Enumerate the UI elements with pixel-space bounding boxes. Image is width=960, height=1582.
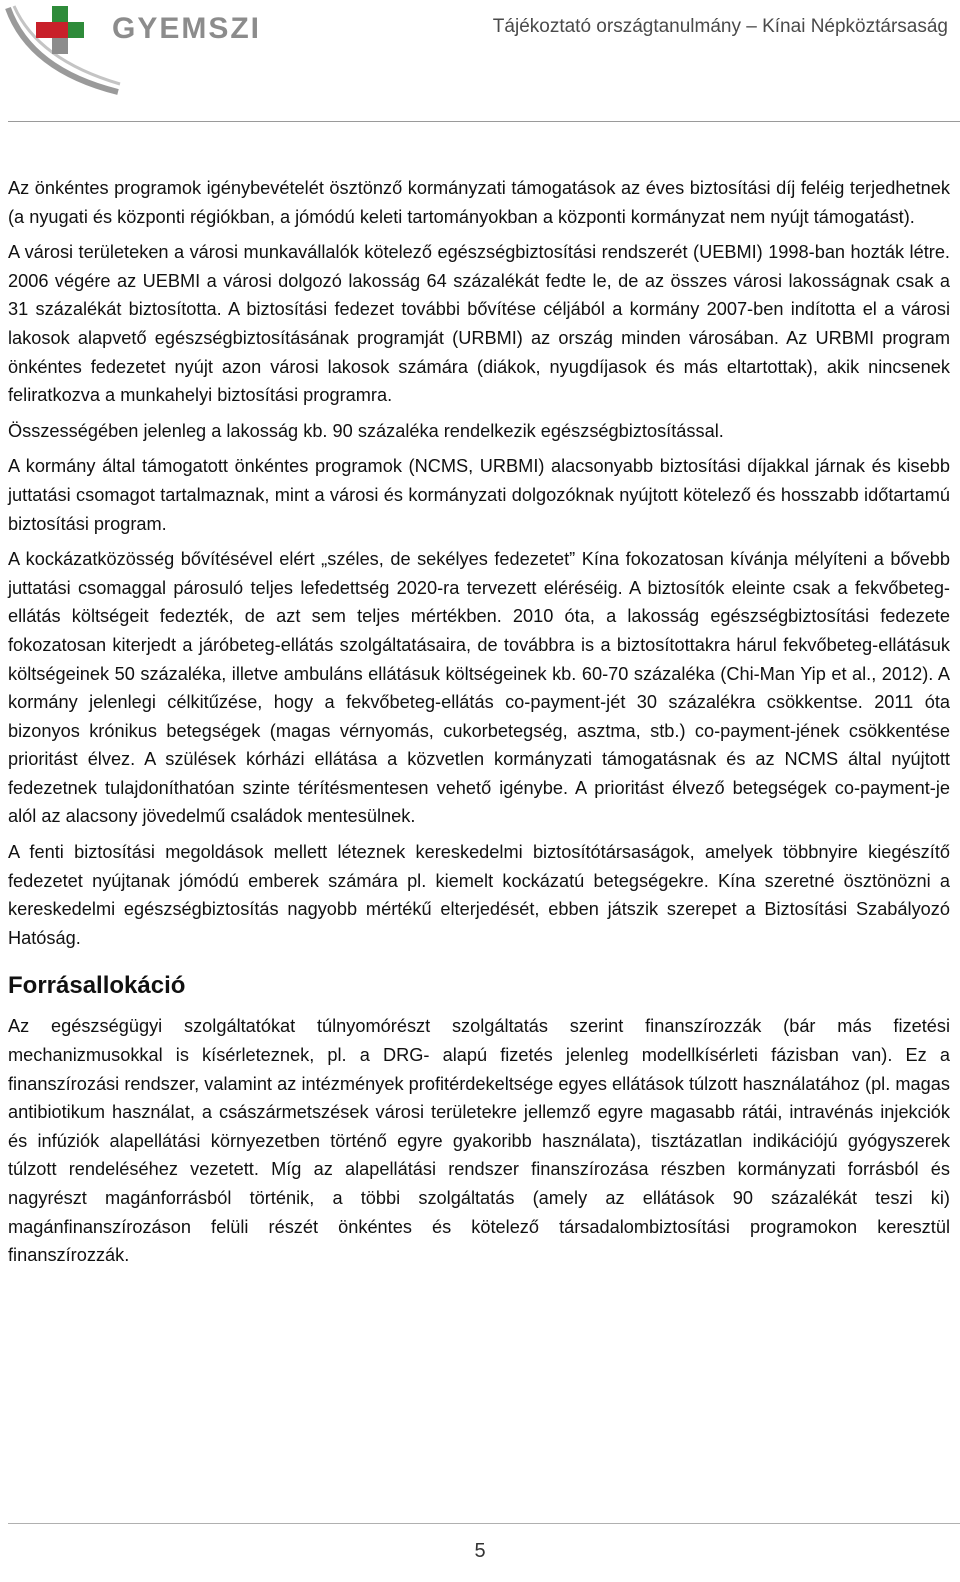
- page-number: 5: [474, 1540, 486, 1562]
- paragraph-voluntary-programs: A kormány által támogatott önkéntes programok (NCMS, URBMI) alacsonyabb biztosítási díjakkal járnak és kisebb juttatási csomagot tartalmaznak, mint a városi és kormányzati dolgozóknak nyújtott kötelező és hosszabb időtartamú biztosítási program.: [8, 456, 950, 534]
- section-heading: Forrásallokáció: [8, 972, 186, 1000]
- paragraph-coverage-summary: Összességében jelenleg a lakosság kb. 90 százaléka rendelkezik egészségbiztosítással.: [8, 420, 724, 441]
- paragraph-commercial-insurance: A fenti biztosítási megoldások mellett léteznek kereskedelmi biztosítótársaságok, amelyek többnyire kiegészítő fedezetet nyújtanak jómódú emberek számára pl. kiemelt kockázatú betegségekre. Kína szeretné ösztönözni a kereskedelmi egészségbiztosítás nagyobb mértékű elterjedését, ebben játszik szerepet a Biztosítási Szabályozó Hatóság.: [8, 842, 950, 948]
- paragraph-voluntary-subsidies: Az önkéntes programok igénybevételét ösztönző kormányzati támogatások az éves biztosítási díj feléig terjedhetnek (a nyugati és központi régiókban, a jómódú keleti tartományokban a központi kormányzat nem nyújt támogatást).: [8, 178, 950, 227]
- logo-cross-red-left: [36, 22, 52, 38]
- logo-graphic: [0, 0, 300, 100]
- logo-cross-red-center: [52, 22, 68, 38]
- header-divider: [8, 121, 960, 122]
- document-title: Tájékoztató országtanulmány – Kínai Népköztársaság: [492, 16, 948, 37]
- logo-text: GYEMSZI: [112, 12, 262, 45]
- paragraph-resource-allocation: Az egészségügyi szolgáltatókat túlnyomórészt szolgáltatás szerint finanszírozzák (bár más fizetési mechanizmusokkal is kísérleteznek, pl. a DRG- alapú fizetés jelenleg modellkísérleti fázisban van). Ez a finanszírozási rendszer, valamint az intézmények profitérdekeltsége egyes ellátások túlzott használatához (pl. magas antibiotikum használat, a császármetszések városi területekre jellemző egyre magasabb rátái, intravénás injekciók és infúziók alapellátási környezetben történő egyre gyakoribb használata), tisztázatlan indikációjú gyógyszerek túlzott rendeléséhez vezetett. Míg az alapellátási rendszer finanszírozása részben kormányzati forrásból és nagyrészt magánforrásból történik, a többi szolgáltatás (amely az ellátások 90 százalékát teszi ki) magánfinanszírozáson felüli részét önkéntes és kötelező társadalombiztosítási programokon keresztül finanszírozzák.: [8, 1016, 950, 1266]
- footer-divider: [8, 1523, 960, 1524]
- document-body: [8, 174, 950, 1277]
- logo-cross-green: [52, 6, 68, 22]
- logo-cross-gray: [52, 38, 68, 54]
- logo-cross-green-right: [68, 22, 84, 38]
- gyemszi-logo: [0, 0, 300, 100]
- page-header: [0, 0, 960, 122]
- paragraph-risk-pool: A kockázatközösség bővítésével elért „széles, de sekélyes fedezetet” Kína fokozatosan kívánja mélyíteni a bővebb juttatási csomaggal párosuló teljes lefedettség 2020-ra tervezett eléréséig. A biztosítók eleinte csak a fekvőbeteg-ellátás költségeit fedezték, de azt sem teljes mértékben. 2010 óta, a lakosság egészségbiztosítási fedezete fokozatosan kiterjedt a járóbeteg-ellátás szolgáltatásaira, de továbbra is a biztosítottakra hárul fekvőbeteg-ellátásuk költségeinek 50 százaléka, illetve ambuláns ellátásuk költségeinek kb. 60-70 százaléka (Chi-Man Yip et al., 2012). A kormány jelenlegi célkitűzése, hogy a fekvőbeteg-ellátás co-payment-jét 30 százalékra csökkentse. 2011 óta bizonyos krónikus betegségek (magas vérnyomás, cukorbetegség, asztma, stb.) co-payment-jének csökkentése prioritást élvez. A szülések kórházi ellátása a közvetlen kormányzati támogatásnak és az NCMS által nyújtott fedezetnek tulajdoníthatóan szinte térítésmentesen vehető igénybe. A prioritást élvező betegségek co-payment-je alól az alacsony jövedelmű családok mentesülnek.: [8, 549, 950, 827]
- paragraph-uebmi-urbmi: A városi területeken a városi munkavállalók kötelező egészségbiztosítási rendszerét (UEBMI) 1998-ban hozták létre. 2006 végére az UEBMI a városi dolgozó lakosság 64 százalékát fedte le, de az összes városi lakosságnak csak a 31 százalékát biztosította. A biztosítási fedezet további bővítése céljából a kormány 2007-ben indította el a városi lakosok alapvető egészségbiztosításának programját (URBMI) az ország minden városában. Az URBMI program önkéntes fedezetet nyújt azon városi lakosok számára (diákok, nyugdíjasok és más eltartottak), akik nincsenek feliratkozva a munkahelyi biztosítási programra.: [8, 242, 950, 406]
